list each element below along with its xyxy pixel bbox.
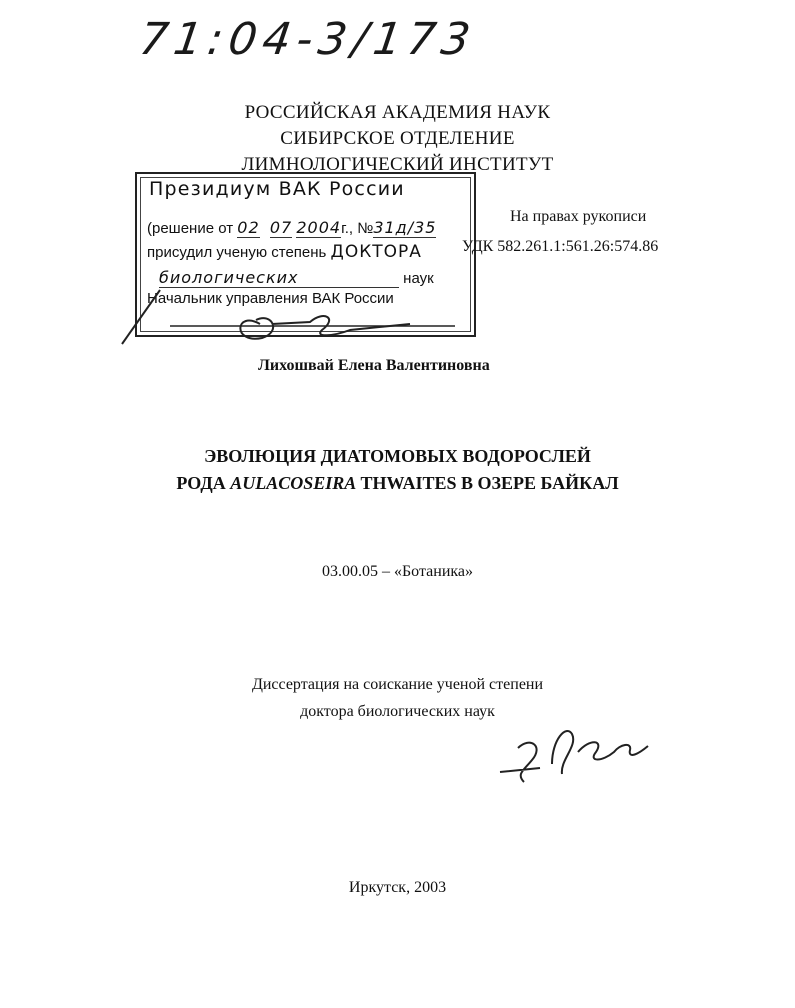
title-genus: AULACOSEIRA [230,473,357,493]
stamp-field-handwritten: биологических [159,268,399,288]
title-line2 [0,473,795,494]
author-name: Лихошвай Елена Валентиновна [258,357,490,374]
udc-code: УДК 582.261.1:561.26:574.86 [462,238,659,255]
stamp-decision-year: 2004 [296,218,342,237]
dissertation-line1: Диссертация на соискание ученой степени [251,676,544,693]
stamp-decision-suffix: г., № [341,220,374,237]
author-signature-stroke [500,731,648,782]
stamp-decision-day: 02 [237,218,260,237]
stamp-decision-number: 31д/35 [373,218,437,237]
stamp-degree-line [147,242,422,262]
title-prefix: РОДА [176,473,226,493]
stamp-head-label: Начальник управления ВАК России [147,290,394,307]
stamp-decision-month: 07 [269,218,293,237]
specialty-code: 03.00.05 – «Ботаника» [321,563,474,580]
stamp-signature-stroke [122,290,410,344]
stamp-field-suffix: наук [403,270,434,287]
stamp-degree: ДОКТОРА [330,242,422,262]
header-branch: СИБИРСКОЕ ОТДЕЛЕНИЕ [280,128,515,149]
dissertation-line2: доктора биологических наук [300,703,495,720]
archive-number: 71:04-3/173 [136,14,480,65]
header-academy: РОССИЙСКАЯ АКАДЕМИЯ НАУК [244,102,551,123]
title-suffix: THWAITES В ОЗЕРЕ БАЙКАЛ [360,473,619,493]
city-year: Иркутск, 2003 [348,879,447,896]
stamp-decision-prefix: (решение от [147,220,234,237]
author-signature [480,712,680,792]
stamp-decision-line [147,218,436,237]
stamp-title: Президиум ВАК России [149,178,405,200]
rights-notice: На правах рукописи [510,208,647,225]
stamp-degree-prefix: присудил ученую степень [147,244,327,261]
title-line1: ЭВОЛЮЦИЯ ДИАТОМОВЫХ ВОДОРОСЛЕЙ [204,446,591,466]
header-institute: ЛИМНОЛОГИЧЕСКИЙ ИНСТИТУТ [241,154,554,175]
